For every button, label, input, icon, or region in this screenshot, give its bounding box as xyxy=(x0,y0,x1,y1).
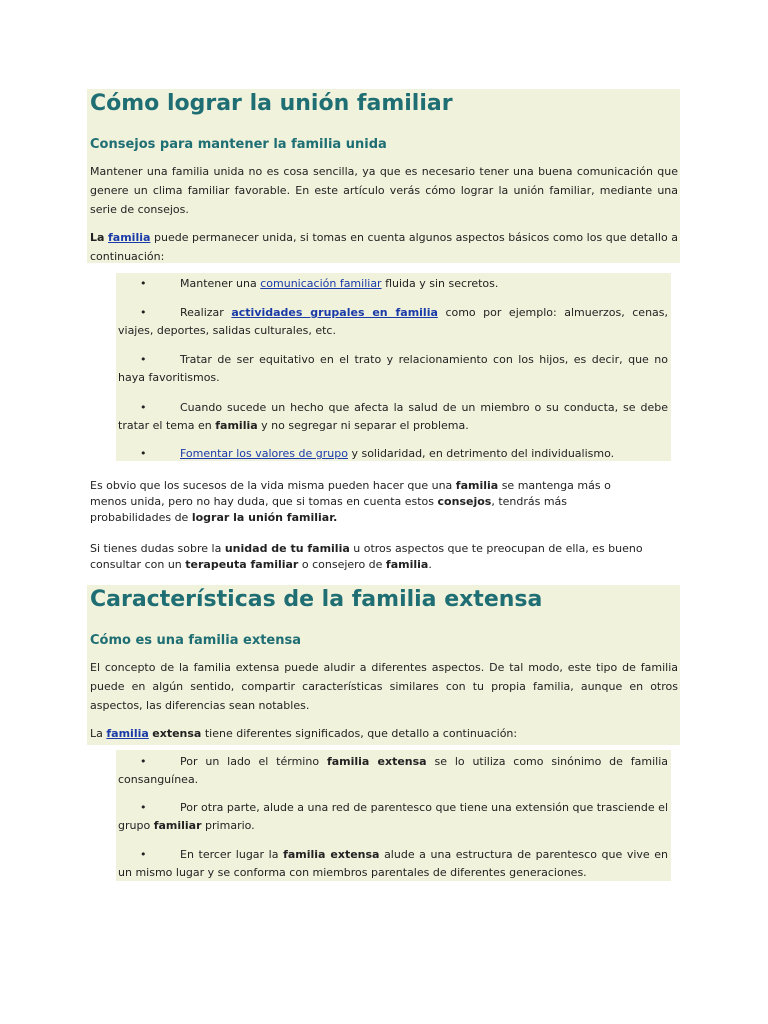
section2-intro: El concepto de la familia extensa puede aludir a diferentes aspectos. De tal modo, este tipo de familia puede en algún sentido, compartir características similares con tu propia familia, aunque en otros aspectos, las diferencias sean notables. xyxy=(90,661,678,712)
link-actividades-grupales[interactable]: actividades grupales en familia xyxy=(231,306,438,319)
list-item: • Por un lado el término familia extensa se lo utiliza como sinónimo de familia consanguínea. xyxy=(118,755,669,786)
section2-subtitle: Cómo es una familia extensa xyxy=(90,633,302,648)
link-familia[interactable]: familia xyxy=(106,727,149,740)
section1-title: Cómo lograr la unión familiar xyxy=(90,91,453,116)
link-familia[interactable]: familia xyxy=(108,231,151,244)
list-item: • Mantener una comunicación familiar fluida y sin secretos. xyxy=(118,275,668,293)
text-la: La xyxy=(90,231,105,244)
list-item: • Por otra parte, alude a una red de parentesco que tiene una extensión que trasciende el grupo familiar primario. xyxy=(118,801,668,832)
link-fomentar-valores[interactable]: Fomentar los valores de grupo xyxy=(180,447,348,460)
bullet-icon: • xyxy=(140,755,147,768)
section1-paragraph-2 xyxy=(90,228,678,266)
bullet-icon: • xyxy=(140,848,147,861)
bullet-icon: • xyxy=(140,447,147,460)
list-item: • Cuando sucede un hecho que afecta la salud de un miembro o su conducta, se debe tratar el tema en familia y no segregar ni separar el problema. xyxy=(118,401,668,432)
text-rest: puede permanecer unida, si tomas en cuenta algunos aspectos básicos como los que detallo a continuación: xyxy=(90,231,678,263)
link-comunicacion-familiar[interactable]: comunicación familiar xyxy=(260,277,382,290)
section2-paragraph-2: La familia extensa tiene diferentes significados, que detallo a continuación: xyxy=(90,727,518,740)
bullet-icon: • xyxy=(140,401,147,414)
bullet-icon: • xyxy=(140,277,147,290)
section1-paragraph-3: Es obvio que los sucesos de la vida misma pueden hacer que una familia se mantenga más o menos unida, pero no hay duda, que si tomas en cuenta estos consejos, tendrás más probabilidades de lograr la unión familiar. xyxy=(90,479,611,524)
section2-title: Características de la familia extensa xyxy=(90,587,543,612)
list-item: • Fomentar los valores de grupo y solidaridad, en detrimento del individualismo. xyxy=(118,445,668,463)
section1-intro: Mantener una familia unida no es cosa sencilla, ya que es necesario tener una buena comunicación que genere un clima familiar favorable. En este artículo verás cómo lograr la unión familiar, mediante una serie de consejos. xyxy=(90,165,678,216)
bullet-icon: • xyxy=(140,353,147,366)
list-item: • En tercer lugar la familia extensa alude a una estructura de parentesco que vive en un mismo lugar y se conforma con miembros parentales de diferentes generaciones. xyxy=(118,848,668,879)
section1-subtitle: Consejos para mantener la familia unida xyxy=(90,137,387,152)
list-item: • Tratar de ser equitativo en el trato y relacionamiento con los hijos, es decir, que no haya favoritismos. xyxy=(118,353,668,384)
bullet-icon: • xyxy=(140,801,147,814)
section1-paragraph-4: Si tienes dudas sobre la unidad de tu familia u otros aspectos que te preocupan de ella, es bueno consultar con un terapeuta familiar o consejero de familia. xyxy=(90,542,643,571)
bullet-icon: • xyxy=(140,306,147,319)
list-item: • Realizar actividades grupales en familia como por ejemplo: almuerzos, cenas, viajes, deportes, salidas culturales, etc. xyxy=(118,306,669,337)
